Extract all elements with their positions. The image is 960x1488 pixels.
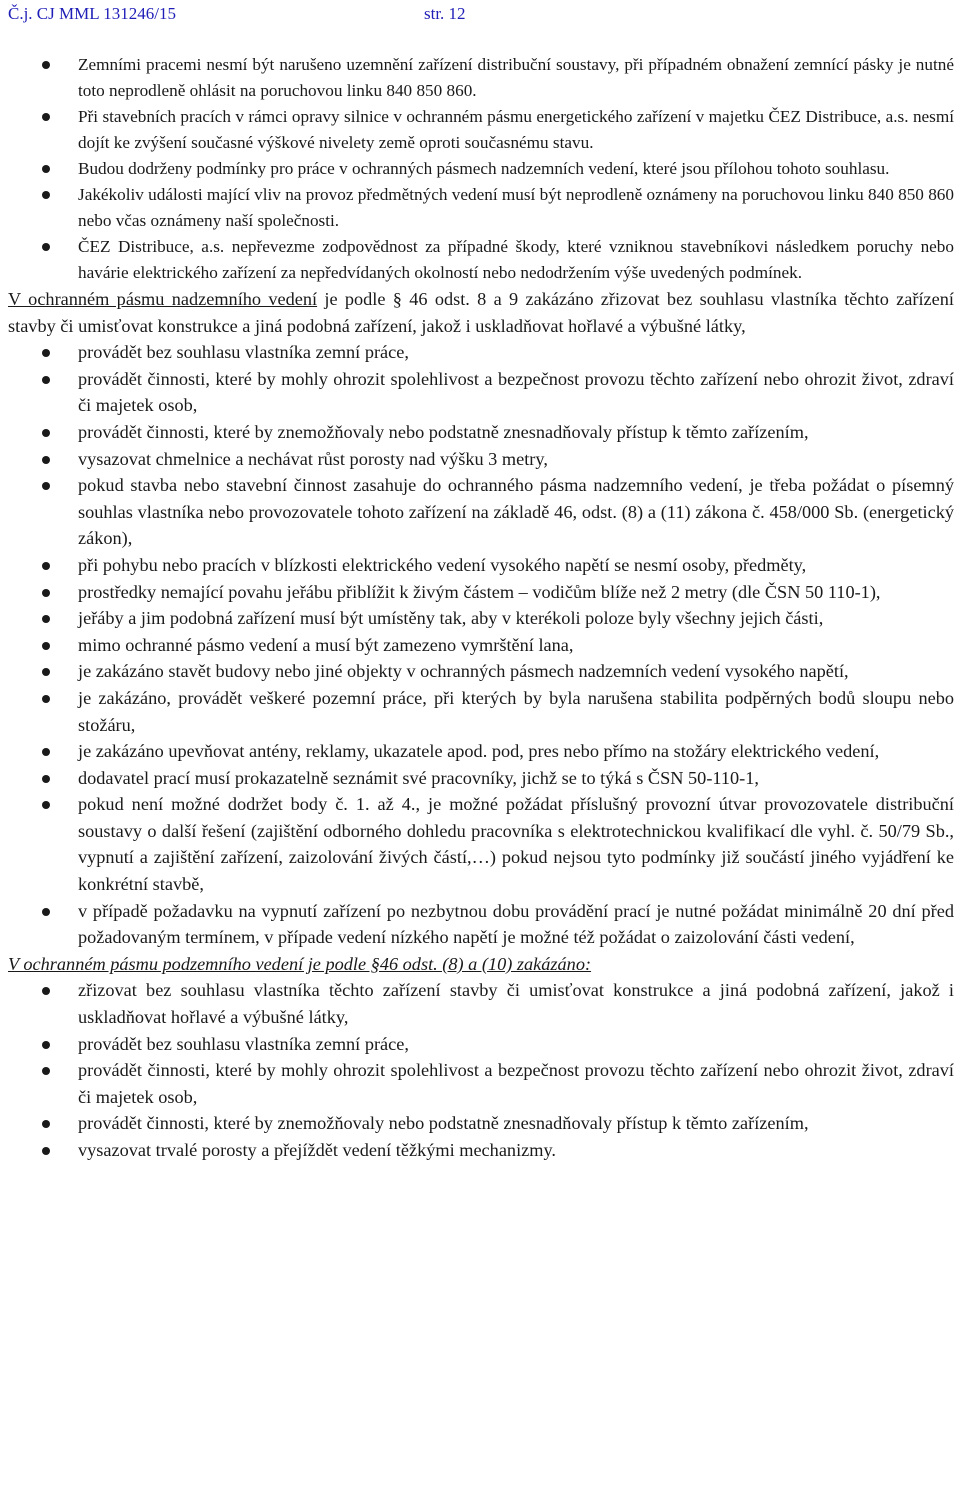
- list-item: jeřáby a jim podobná zařízení musí být umístěny tak, aby v kterékoli poloze byly všechny jejich části,: [8, 605, 954, 632]
- underground-heading: V ochranném pásmu podzemního vedení je podle §46 odst. (8) a (10) zakázáno:: [8, 953, 592, 974]
- conditions-list: [8, 52, 954, 286]
- list-item: mimo ochranné pásmo vedení a musí být zamezeno vymrštění lana,: [8, 632, 954, 659]
- list-item: provádět činnosti, které by mohly ohrozit spolehlivost a bezpečnost provozu těchto zařízení nebo ohrozit život, zdraví či majetek osob,: [8, 366, 954, 419]
- list-item: prostředky nemající povahu jeřábu přiblížit k živým částem – vodičům blíže než 2 metry (dle ČSN 50 110-1),: [8, 579, 954, 606]
- reference-number: Č.j. CJ MML 131246/15: [8, 4, 176, 23]
- list-item: Zemními pracemi nesmí být narušeno uzemnění zařízení distribuční soustavy, při případném obnažení zemnící pásky je nutné toto neprodleně ohlásit na poruchovou linku 840 850 860.: [8, 52, 954, 104]
- page-number: str. 12: [424, 4, 466, 23]
- overhead-section: [8, 286, 954, 951]
- list-item: při pohybu nebo pracích v blízkosti elektrického vedení vysokého napětí se nesmí osoby, předměty,: [8, 552, 954, 579]
- document-body: [8, 52, 954, 1164]
- list-item: je zakázáno, provádět veškeré pozemní práce, při kterých by byla narušena stabilita podpěrných bodů sloupu nebo stožáru,: [8, 685, 954, 738]
- list-item: vysazovat trvalé porosty a přejíždět vedení těžkými mechanizmy.: [8, 1137, 954, 1164]
- list-item: provádět bez souhlasu vlastníka zemní práce,: [8, 339, 954, 366]
- list-item: ČEZ Distribuce, a.s. nepřevezme zodpovědnost za případné škody, které vzniknou stavebníkovi následkem poruchy nebo havárie elektrického zařízení za nepředvídaných okolností nebo nedodržením výše uvedených podmínek.: [8, 234, 954, 286]
- list-item: provádět činnosti, které by mohly ohrozit spolehlivost a bezpečnost provozu těchto zařízení nebo ohrozit život, zdraví či majetek osob,: [8, 1057, 954, 1110]
- list-item: pokud stavba nebo stavební činnost zasahuje do ochranného pásma nadzemního vedení, je třeba požádat o písemný souhlas vlastníka nebo provozovatele tohoto zařízení na základě 46, odst. (8) a (11) zákona č. 458/000 Sb. (energetický zákon),: [8, 472, 954, 552]
- list-item: Jakékoliv události mající vliv na provoz předmětných vedení musí být neprodleně oznámeny na poruchovou linku 840 850 860 nebo včas oznámeny naší společnosti.: [8, 182, 954, 234]
- overhead-heading: [8, 286, 954, 339]
- list-item: Budou dodrženy podmínky pro práce v ochranných pásmech nadzemních vedení, které jsou přílohou tohoto souhlasu.: [8, 156, 954, 182]
- overhead-prohibitions-list: [8, 339, 954, 951]
- list-item: provádět činnosti, které by znemožňovaly nebo podstatně znesnadňovaly přístup k těmto zařízením,: [8, 1110, 954, 1137]
- page-header: [8, 4, 952, 28]
- list-item: provádět činnosti, které by znemožňovaly nebo podstatně znesnadňovaly přístup k těmto zařízením,: [8, 419, 954, 446]
- underground-prohibitions-list: [8, 977, 954, 1163]
- underground-section: [8, 951, 954, 1164]
- list-item: dodavatel prací musí prokazatelně seznámit své pracovníky, jichž se to týká s ČSN 50-110-1,: [8, 765, 954, 792]
- overhead-heading-text: je podle § 46 odst. 8 a 9 zakázáno zřizovat bez souhlasu vlastníka těchto zařízení stavby či umisťovat konstrukce a jiná podobná zařízení, jakož i uskladňovat hořlavé a výbušné látky,: [8, 289, 955, 336]
- list-item: v případě požadavku na vypnutí zařízení po nezbytnou dobu provádění prací je nutné požádat minimálně 20 dní před požadovaným termínem, v případe vedení nízkého napětí je možné též požádat o zaizolování části vedení,: [8, 898, 954, 951]
- list-item: je zakázáno upevňovat antény, reklamy, ukazatele apod. pod, pres nebo přímo na stožáry elektrického vedení,: [8, 738, 954, 765]
- list-item: pokud není možné dodržet body č. 1. až 4., je možné požádat příslušný provozní útvar provozovatele distribuční soustavy o další řešení (zajištění odborného dohledu pracovníka s elektrotechnickou kvalifikací dle vyhl. č. 50/79 Sb., vypnutí a zajištění zařízení, zaizolování živých částí,…) pokud nejsou tyto podmínky již součástí jiného vyjádření ke konkrétní stavbě,: [8, 791, 954, 897]
- list-item: provádět bez souhlasu vlastníka zemní práce,: [8, 1031, 954, 1058]
- overhead-heading-underlined: V ochranném pásmu nadzemního vedení: [8, 289, 318, 309]
- list-item: Při stavebních pracích v rámci opravy silnice v ochranném pásmu energetického zařízení v majetku ČEZ Distribuce, a.s. nesmí dojít ke zvýšení současné výškové nivelety země oproti současnému stavu.: [8, 104, 954, 156]
- list-item: vysazovat chmelnice a nechávat růst porosty nad výšku 3 metry,: [8, 446, 954, 473]
- list-item: zřizovat bez souhlasu vlastníka těchto zařízení stavby či umisťovat konstrukce a jiná podobná zařízení, jakož i uskladňovat hořlavé a výbušné látky,: [8, 977, 954, 1030]
- list-item: je zakázáno stavět budovy nebo jiné objekty v ochranných pásmech nadzemních vedení vysokého napětí,: [8, 658, 954, 685]
